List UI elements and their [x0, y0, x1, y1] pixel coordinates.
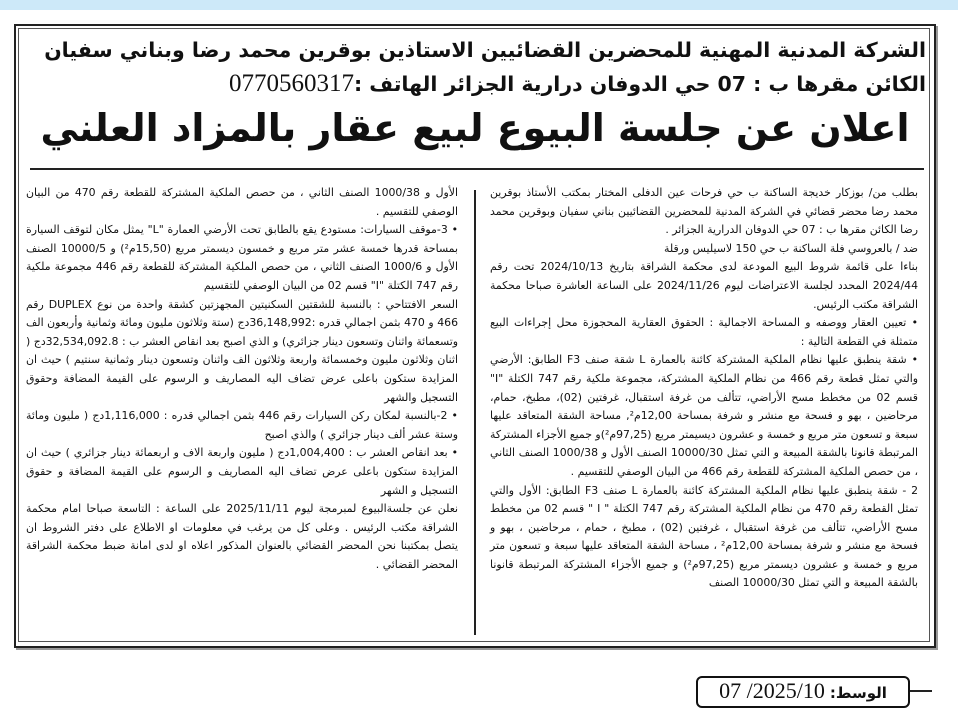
defendant-paragraph: ضد / بالعروسي فلة الساكنة ب حي 150 لاسيليس ورقلة — [664, 241, 918, 255]
company-address — [22, 67, 928, 101]
conditions-paragraph: بناءا على قائمة شروط البيع المودعة لدى محكمة الشراقة بتاريخ 2024/10/13 تحت رقم 2024/44 المحدد لجلسة الاعتراضات ليوم 2024/11/26 على الساعة العاشرة صباحا محكمة الشراقة مكتب الرئيس. — [490, 260, 918, 311]
announcement-header — [22, 34, 928, 153]
address-text: الكائن مقرها ب : 07 حي الدوفان درارية الجزائر الهاتف : — [353, 72, 926, 96]
apartment-2-description: 2 - شقة ينطبق عليها نظام الملكية المشتركة كائنة بالعمارة L صنف F3 الطابق: الأول والتي تمثل القطعة رقم 470 من نظام الملكية المشتركة رقم 747 الكتلة " I " قسم 02 من مخطط مسح الأراضي، تتألف من غرفة استقبال ، غرفتين (02) ، مطبخ ، حمام ، مرحاضين ، بهو و فسحة مع منشر و شرفة بمساحة 12,00م² ، مساحة الشقة المتعاقد عليها سبعة و تسعون متر مربع و خمسة و عشرون ديسمتر مربع (97,25م²) و جميع الأجزاء المشتركة المرتبطة قانونا بالشقة المبيعة و التي تمثل 10000/30 الصنف — [490, 483, 919, 590]
title-underline — [30, 168, 924, 170]
parking-description: • 3-موقف السيارات: مستودع يقع بالطابق تحت الأرضي العمارة "L" يمثل مكان لتوقف السيارة بمساحة قدرها خمسة عشر متر مربع و خمسون ديسمتر مربع (15,50م²) و 10000/5 الصنف الأول و 1000/6 الصنف الثاني ، من حصص الملكية المشتركة للقطعة رقم 446 مجموعة ملكية رقم 747 الكتلة "I" قسم 02 من البيان الوصفي للتقسيم — [26, 221, 458, 295]
publication-date: 2025/10/ 07 — [719, 678, 825, 703]
column-divider — [474, 190, 476, 635]
apartment-1-description: • شقة ينطبق عليها نظام الملكية المشتركة كائنة بالعمارة L شقة صنف F3 الطابق: الأرضي والتي تمثل قطعة رقم 466 من نظام الملكية المشتركة، مجموعة ملكية رقم 747 الكتلة "I" قسم 02 من مخطط مسح الأراضي، تتألف من غرفة استقبال، غرفتين (02)، مطبخ، حمام، مرحاضين ، بهو و فسحة مع منشر و شرفة بمساحة 12,00م², مساحة الشقة المتعاقد عليها سبعة و تسعون متر مربع و خمسة و عشرون ديسيمتر مربع (97,25م²)و جميع الأجزاء المشتركة المرتبطة قانونا بالشقة المبيعة و التي تمثل 10000/30 الصنف الأول و 1000/38 الصنف الثاني ، من حصص الملكية المشتركة للقطعة رقم 466 من البيان الوصفي للتقسيم . — [490, 351, 918, 481]
parking-reduced-price: • بعد انقاص العشر ب : 1,004,400دج ( مليون واربعة الاف و اربعمائة دينار جزائري ) حيث ان المزايدة ستكون باعلى عرض تضاف اليه المصاريف و الرسوم على القيمة المضافة و حقوق التسجيل و الشهر — [26, 444, 458, 500]
newspaper-label: الوسط: — [829, 684, 887, 702]
property-designation: • تعيين العقار ووصفه و المساحة الاجمالية : الحقوق العقارية المحجوزة محل إجراءات البيع متمثلة في القطعة التالية : — [490, 314, 918, 351]
apartment-2-continued: الأول و 1000/38 الصنف الثاني ، من حصص الملكية المشتركة للقطعة رقم 470 من البيان الوصفي للتقسيم . — [26, 186, 459, 218]
auction-session-notice: نعلن عن جلسةالبيوع لمبرمجة ليوم 2025/11/11 على الساعة : التاسعة صباحا امام محكمة الشراقة مكتب الرئيس . وعلى كل من يرغب في معلومات او الاطلاع على دفتر الشروط ان يتصل بمكتبنا نحن المحضر القضائي بالعنوان المذكور اعلاه او لدى امانة ضبط محكمة الشراقة المحضر القضائي . — [26, 502, 458, 571]
publication-date-box — [696, 676, 910, 708]
parking-price: • 2-بالنسبة لمكان ركن السيارات رقم 446 بثمن اجمالي قدره : 1,116,000دج ( مليون ومائة وستة عشر ألف دينار جزائري ) والذي اصبح — [26, 407, 458, 444]
top-banner — [0, 0, 958, 10]
opening-price: السعر الافتتاحي : بالنسبة للشقتين السكنيتين المجهزتين كشقة واحدة من نوع DUPLEX رقم 466 و 470 بثمن اجمالي قدره :36,148,992دج (ستة وثلاثون مليون ومائة وثمانية وأربعون الف وتسعمائة واثنان وتسعون دينار جزائري) و الذي اصبح بعد انقاص العشر ب : 32,534,092.8دج ( اثنان وثلاثون مليون وخمسمائة واربعة وثلاثون الف واثنان وتسعون دينار وثمانية سنتيم ) حيث ان المزايدة ستكون باعلى عرض تضاف اليه المصاريف و الرسوم على القيمة المضافة وحقوق التسجيل والشهر — [26, 297, 459, 404]
right-column — [490, 184, 918, 593]
left-column — [26, 184, 458, 574]
announcement-title: اعلان عن جلسة البيوع لبيع عقار بالمزاد العلني — [40, 106, 910, 150]
phone-number: 0770560317 — [228, 70, 354, 97]
requester-paragraph: بطلب من/ بوزكار خديجة الساكنة ب حي فرحات عين الدفلى المختار بمكتب الأستاذ بوقرين محمد رضا محضر قضائي في الشركة المدنية للمحضرين القضائيين بناني سفيان وبوقرين محمد رضا الكائن مقرها ب : 07 حي الدوفان الدرارية الجزائر . — [490, 186, 918, 237]
company-name: الشركة المدنية المهنية للمحضرين القضائيين الاستاذين بوقرين محمد رضا وبناني سفيان — [44, 38, 926, 62]
